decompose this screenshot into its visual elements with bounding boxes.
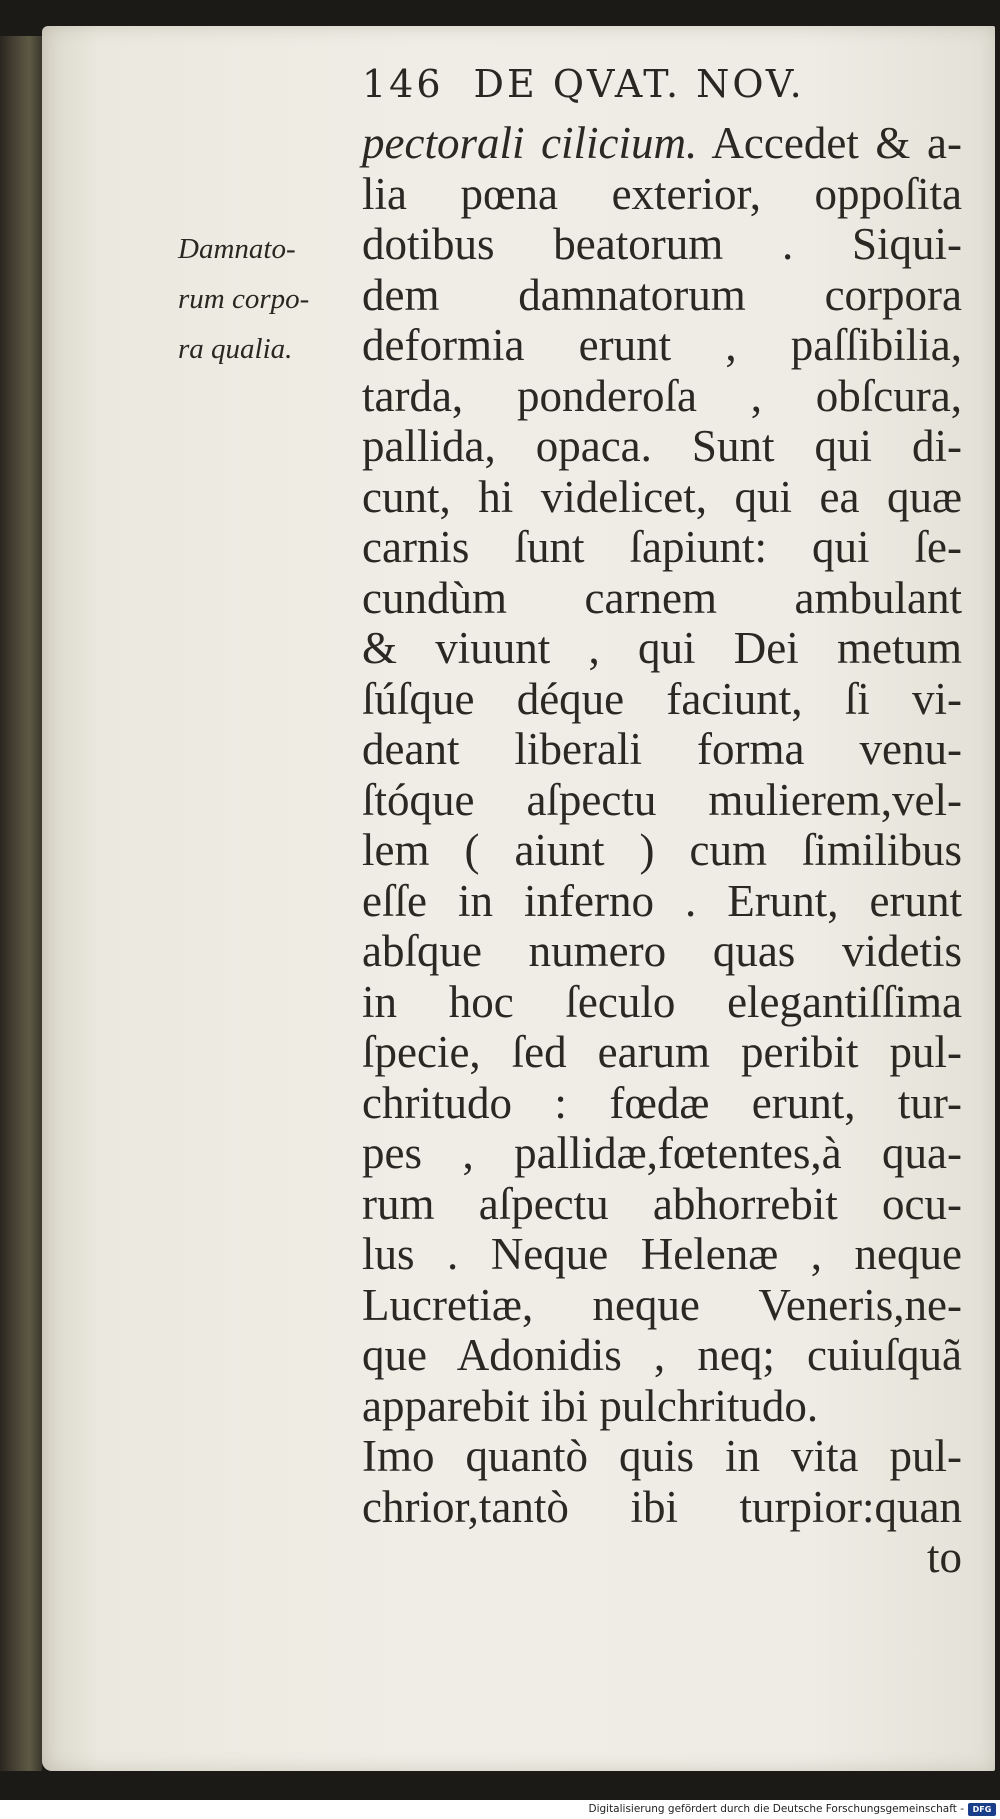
text-line: chritudo : fœdæ erunt, tur-	[362, 1077, 962, 1128]
catchword: to	[926, 1532, 962, 1582]
text-line: lem ( aiunt ) cum ſimilibus	[362, 825, 962, 875]
margin-note-line: rum corpo-	[178, 283, 310, 315]
running-title: DE QVAT. NOV.	[473, 62, 805, 106]
text-line: lia pœna exterior, oppoſita	[362, 168, 962, 219]
text-line: apparebit ibi pulchritudo.	[362, 1380, 819, 1431]
text-fragment: Accedet & a-	[697, 118, 963, 168]
text-line: tarda, ponderoſa , obſcura,	[362, 370, 962, 421]
text-line: dotibus beatorum . Siqui-	[362, 219, 962, 269]
text-line: ſtóque aſpectu mulierem,vel-	[362, 774, 962, 825]
italic-fragment: pectorali cilicium.	[362, 118, 698, 168]
text-line: eſſe in inferno . Erunt, erunt	[362, 875, 962, 926]
text-line: que Adonidis , neq; cuiuſquã	[362, 1330, 962, 1380]
book-spine	[0, 36, 42, 1771]
running-header	[362, 62, 962, 122]
text-line: carnis ſunt ſapiunt: qui ſe-	[362, 522, 962, 572]
text-line: cunt, hi videlicet, qui ea quæ	[362, 471, 962, 522]
text-line: & viuunt , qui Dei metum	[362, 623, 962, 673]
marginal-note	[178, 224, 353, 374]
text-line: lus . Neque Helenæ , neque	[362, 1229, 962, 1279]
margin-note-line: Damnato-	[178, 233, 296, 265]
text-line	[362, 118, 962, 169]
body-text	[362, 118, 962, 1583]
text-line: Imo quantò quis in vita pul-	[362, 1431, 962, 1481]
dfg-logo-icon: DFG	[968, 1803, 996, 1816]
text-line: chrior,tantò ibi turpior:quan	[362, 1481, 962, 1532]
text-line: ſúſque déque faciunt, ſi vi-	[362, 673, 962, 724]
text-line: pallida, opaca. Sunt qui di-	[362, 421, 962, 471]
page-number: 146	[362, 62, 444, 106]
text-line: dem damnatorum corpora	[362, 269, 962, 320]
text-line: deant liberali forma venu-	[362, 724, 962, 774]
digitization-footer	[0, 1800, 1000, 1819]
text-line: abſque numero quas videtis	[362, 926, 962, 976]
text-line: Lucretiæ, neque Veneris,ne-	[362, 1279, 962, 1330]
text-line: cundùm carnem ambulant	[362, 572, 962, 623]
text-line: deformia erunt , paſſibilia,	[362, 320, 962, 370]
text-line: rum aſpectu abhorrebit ocu-	[362, 1178, 962, 1229]
text-line: pes , pallidæ,fœtentes,à qua-	[362, 1128, 962, 1178]
text-line: ſpecie, ſed earum peribit pul-	[362, 1027, 962, 1077]
text-line: in hoc ſeculo elegantiſſima	[362, 976, 962, 1027]
funding-credit: Digitalisierung gefördert durch die Deutsche Forschungsgemeinschaft -	[588, 1803, 964, 1815]
margin-note-line: ra qualia.	[178, 333, 293, 365]
